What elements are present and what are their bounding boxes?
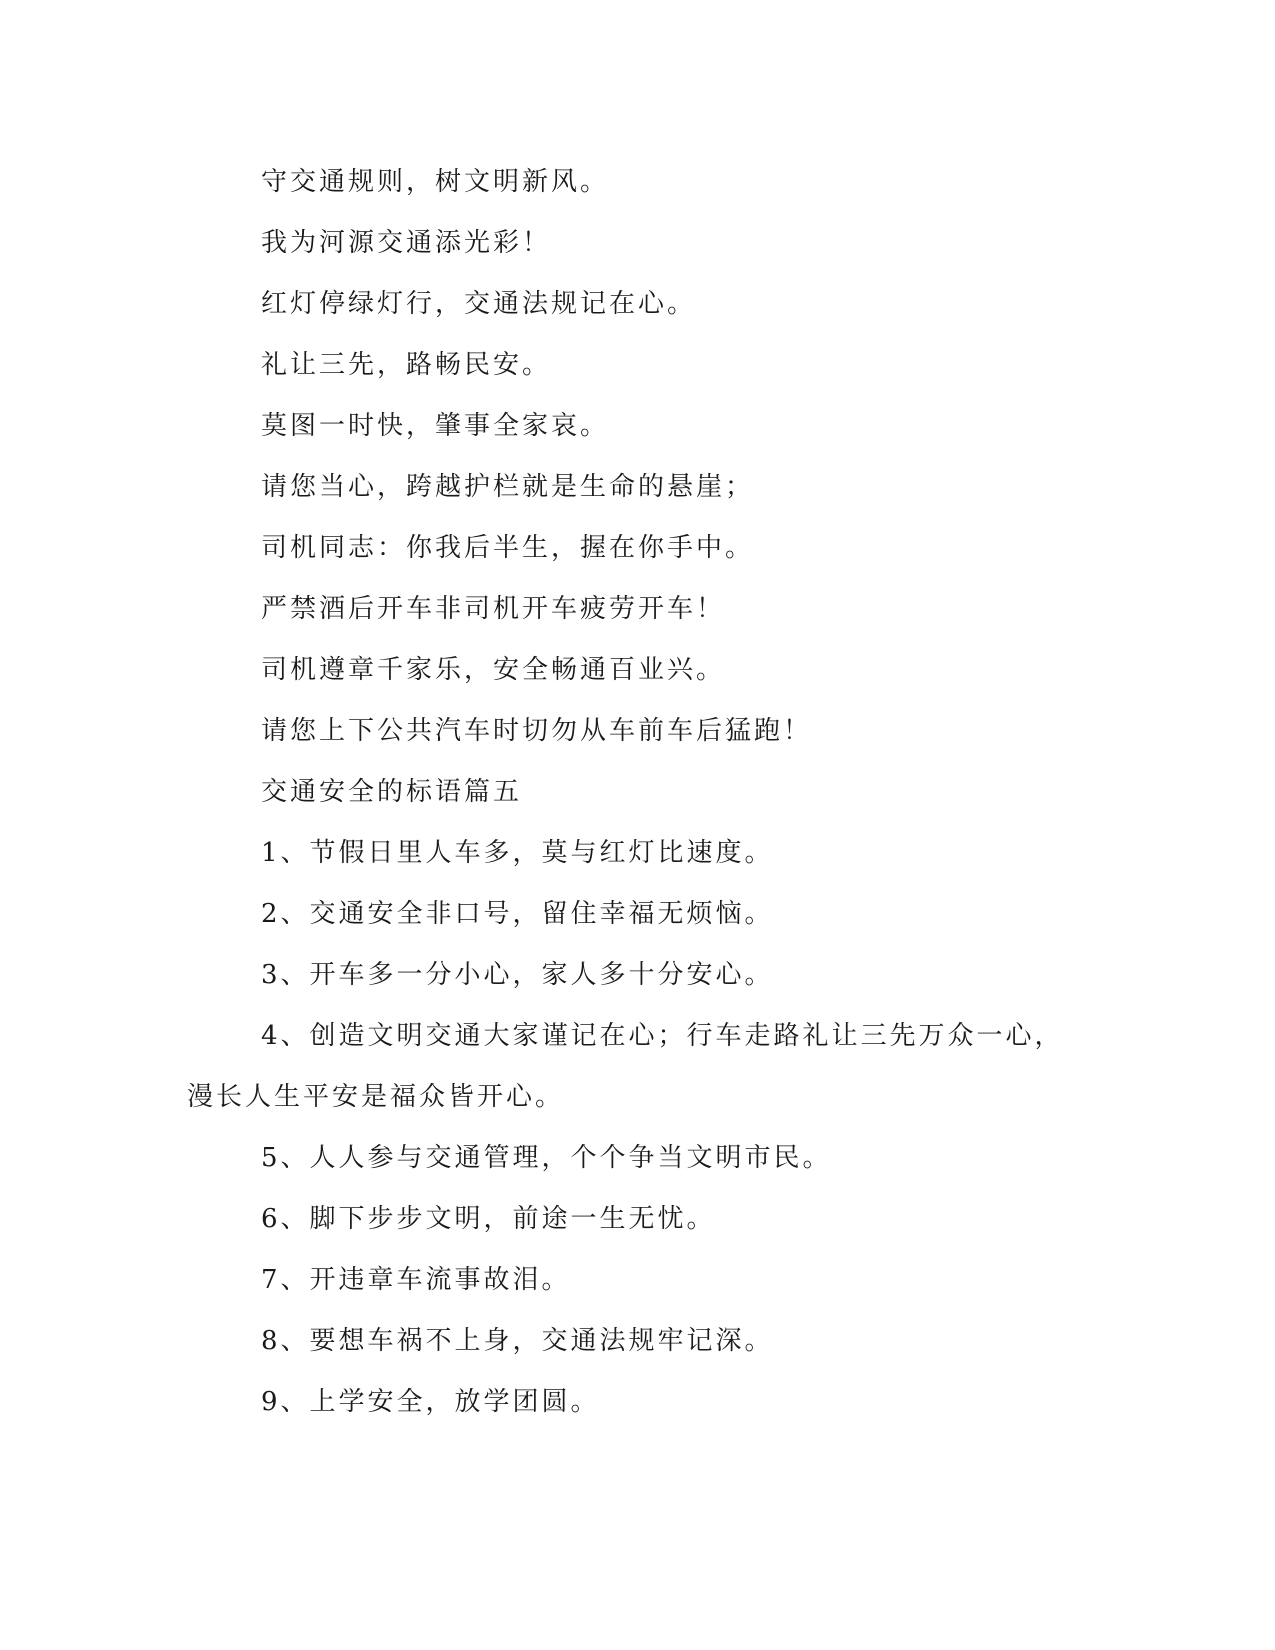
list-item: 2、交通安全非口号，留住幸福无烦恼。 (261, 899, 774, 929)
paragraph-line: 守交通规则，树文明新风。 (261, 167, 610, 197)
paragraph-line: 我为河源交通添光彩！ (261, 228, 552, 258)
paragraph-line: 请您上下公共汽车时切勿从车前车后猛跑！ (261, 716, 813, 746)
section-heading: 交通安全的标语篇五 (261, 777, 523, 807)
list-item: 5、人人参与交通管理，个个争当文明市民。 (261, 1143, 832, 1173)
list-item: 6、脚下步步文明，前途一生无忧。 (261, 1204, 716, 1234)
paragraph-line: 严禁酒后开车非司机开车疲劳开车！ (261, 594, 726, 624)
list-item: 9、上学安全，放学团圆。 (261, 1387, 600, 1417)
list-item: 7、开违章车流事故泪。 (261, 1265, 571, 1295)
list-item: 3、开车多一分小心，家人多十分安心。 (261, 960, 774, 990)
list-item-continuation: 漫长人生平安是福众皆开心。 (187, 1082, 565, 1112)
list-item: 8、要想车祸不上身，交通法规牢记深。 (261, 1326, 774, 1356)
paragraph-line: 司机遵章千家乐，安全畅通百业兴。 (261, 655, 726, 685)
list-item: 1、节假日里人车多，莫与红灯比速度。 (261, 838, 774, 868)
paragraph-line: 司机同志：你我后半生，握在你手中。 (261, 533, 755, 563)
paragraph-line: 请您当心，跨越护栏就是生命的悬崖； (261, 472, 755, 502)
paragraph-line: 红灯停绿灯行，交通法规记在心。 (261, 289, 697, 319)
paragraph-line: 莫图一时快，肇事全家哀。 (261, 411, 610, 441)
document-body (187, 162, 1064, 1443)
list-item: 4、创造文明交通大家谨记在心；行车走路礼让三先万众一心， (261, 1021, 1064, 1051)
paragraph-line: 礼让三先，路畅民安。 (261, 350, 552, 380)
